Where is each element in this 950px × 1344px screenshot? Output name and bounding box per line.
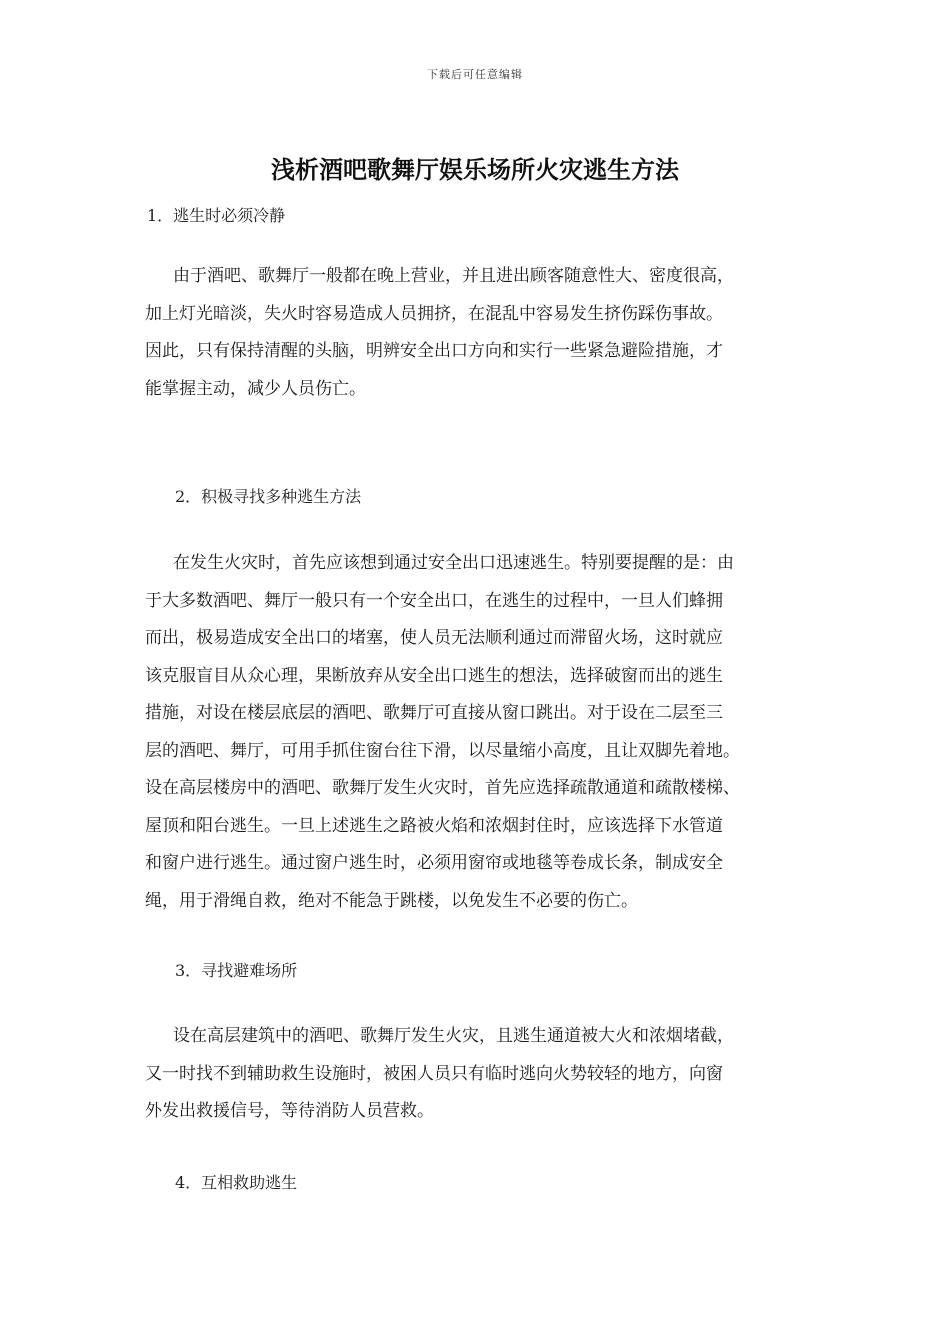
paragraph-line: 层的酒吧、舞厅，可用手抓住窗台往下滑，以尽量缩小高度，且让双脚先着地。: [145, 740, 740, 761]
document-title: 浅析酒吧歌舞厅娱乐场所火灾逃生方法: [271, 155, 679, 184]
section-heading-1: 1．逃生时必须冷静: [147, 206, 286, 225]
paragraph-line: 外发出救援信号，等待消防人员营救。: [145, 1101, 434, 1121]
paragraph-line: 和窗户进行逃生。通过窗户逃生时，必须用窗帘或地毯等卷成长条，制成安全: [145, 853, 723, 873]
paragraph-line: 又一时找不到辅助救生设施时，被困人员只有临时逃向火势较轻的地方，向窗: [145, 1063, 723, 1084]
paragraph-line: 措施，对设在楼层底层的酒吧、歌舞厅可直接从窗口跳出。对于设在二层至三: [145, 703, 723, 723]
section-heading-3: 3．寻找避难场所: [175, 961, 298, 980]
paragraph-line: 绳，用于滑绳自救，绝对不能急于跳楼，以免发生不必要的伤亡。: [145, 890, 638, 911]
paragraph-line: 设在高层楼房中的酒吧、歌舞厅发生火灾时，首先应选择疏散通道和疏散楼梯、: [145, 778, 740, 798]
paragraph-line: 屋顶和阳台逃生。一旦上述逃生之路被火焰和浓烟封住时，应该选择下水管道: [145, 815, 723, 836]
section-paragraph-1: [145, 258, 825, 408]
paragraph-line: 设在高层建筑中的酒吧、歌舞厅发生火灾，且逃生通道被大火和浓烟堵截，: [173, 1026, 734, 1046]
section-heading-2: 2．积极寻找多种逃生方法: [175, 487, 362, 506]
paragraph-line: 在发生火灾时，首先应该想到通过安全出口迅速逃生。特别要提醒的是：由: [173, 553, 734, 573]
paragraph-line: 由于酒吧、歌舞厅一般都在晚上营业，并且进出顾客随意性大、密度很高，: [173, 266, 734, 286]
section-paragraph-3: [145, 1018, 825, 1131]
paragraph-line: 能掌握主动，减少人员伤亡。: [145, 378, 366, 399]
section-paragraph-2: [145, 545, 825, 920]
paragraph-line: 于大多数酒吧、舞厅一般只有一个安全出口，在逃生的过程中，一旦人们蜂拥: [145, 590, 723, 611]
header-note: 下载后可任意编辑: [427, 68, 523, 81]
section-heading-4: 4．互相救助逃生: [175, 1173, 298, 1192]
paragraph-line: 而出，极易造成安全出口的堵塞，使人员无法顺利通过而滞留火场，这时就应: [145, 628, 723, 648]
paragraph-line: 加上灯光暗淡，失火时容易造成人员拥挤，在混乱中容易发生挤伤踩伤事故。: [145, 303, 723, 324]
paragraph-line: 该克服盲目从众心理，果断放弃从安全出口逃生的想法，选择破窗而出的逃生: [145, 665, 723, 686]
paragraph-line: 因此，只有保持清醒的头脑，明辨安全出口方向和实行一些紧急避险措施，才: [145, 341, 723, 361]
